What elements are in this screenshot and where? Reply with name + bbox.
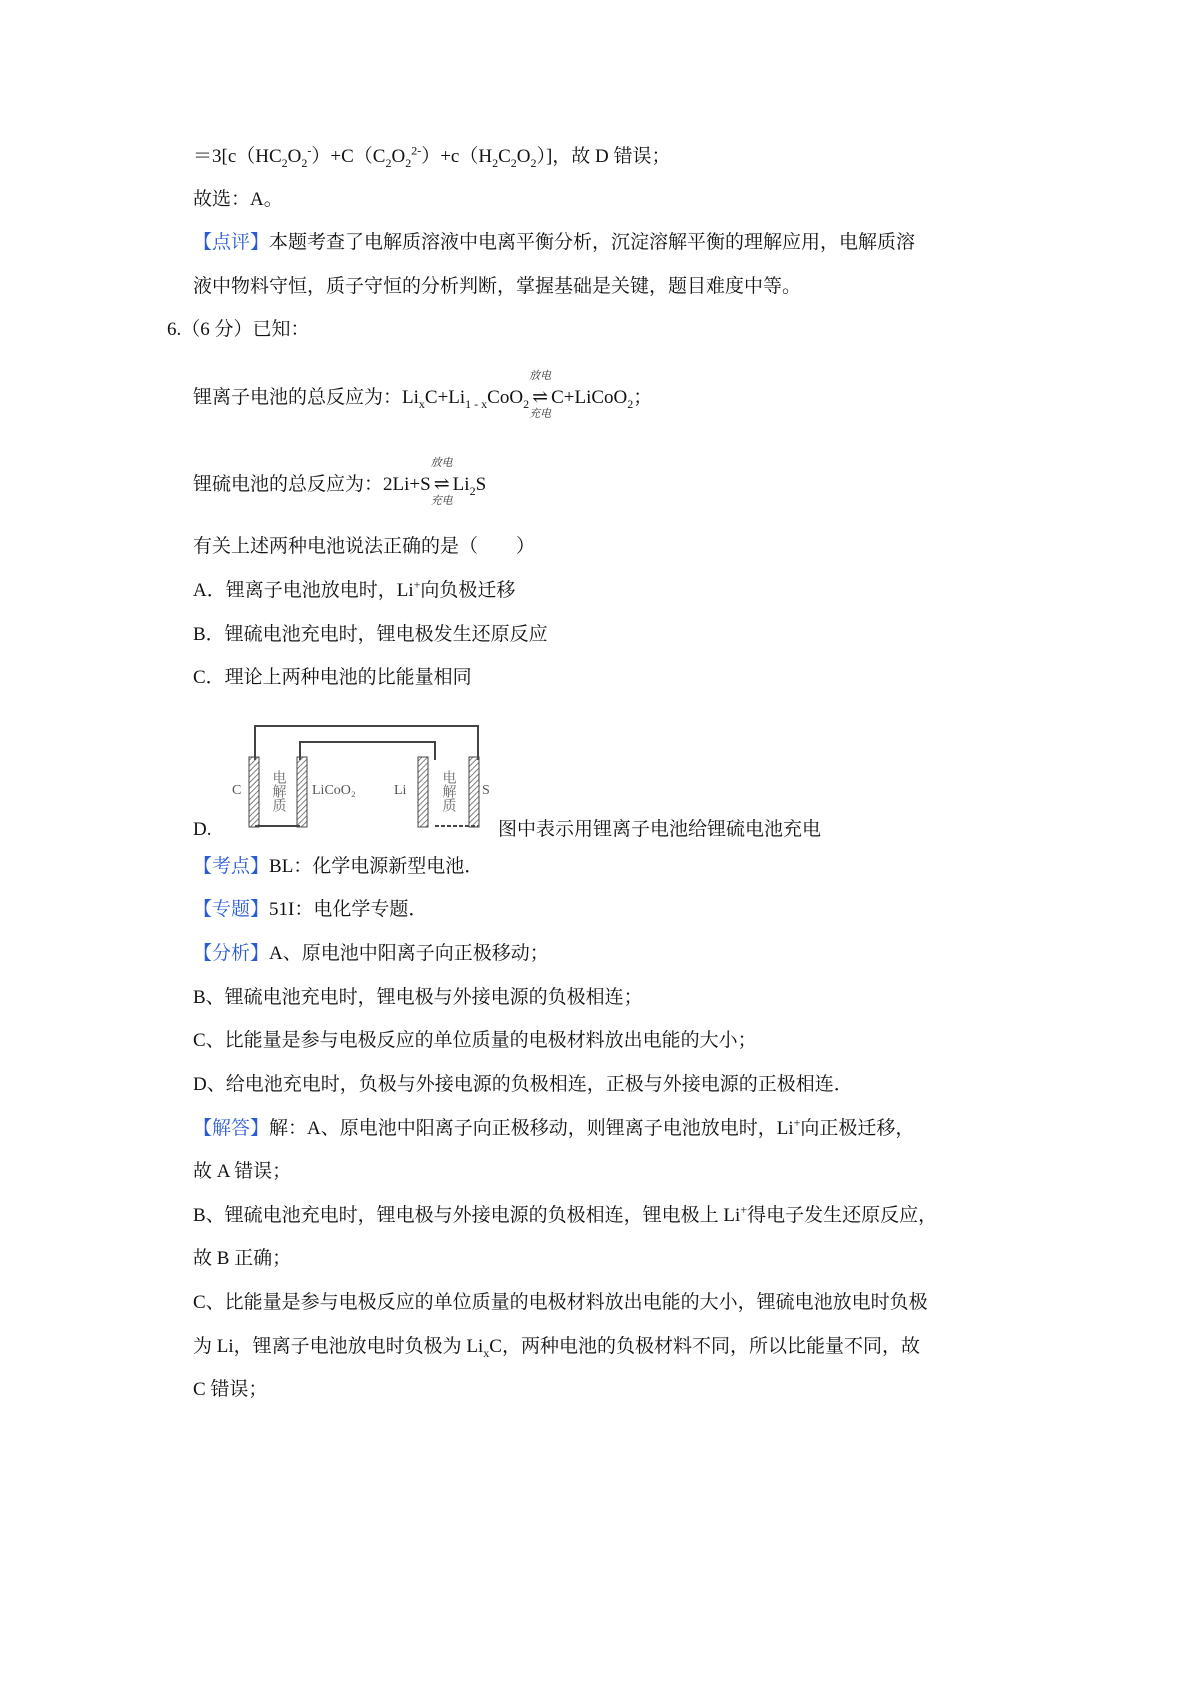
option-b: B．锂硫电池充电时，锂电极发生还原反应 xyxy=(193,624,548,645)
label-s: S xyxy=(482,783,490,798)
label-electrolyte: 电解质 xyxy=(270,770,286,812)
option-a: A．锂离子电池放电时，Li+向负极迁移 xyxy=(193,577,516,601)
text-line: 故 B 正确； xyxy=(193,1248,292,1269)
text-line: 故 A 错误； xyxy=(193,1161,292,1182)
label-c: C xyxy=(232,783,242,798)
text-line: 【考点】BL：化学电源新型电池． xyxy=(193,856,484,877)
text-line: 【专题】51I：电化学专题． xyxy=(193,899,428,920)
battery-diagram xyxy=(222,702,492,837)
text-line: 【解答】解：A、原电池中阳离子向正极移动，则锂离子电池放电时，Li+向正极迁移， xyxy=(193,1115,915,1139)
text-line: 为 Li，锂离子电池放电时负极为 $Li_xC$，两种电池的负极材料不同，所以比能量不同，故 xyxy=(193,1336,920,1360)
section-tag: 【点评】 xyxy=(193,232,270,253)
option-d-label: D. xyxy=(193,819,212,840)
text-line: C、比能量是参与电极反应的单位质量的电极材料放出电能的大小； xyxy=(193,1030,757,1051)
label-licoo2: LiCoO₂ xyxy=(312,783,356,798)
equilibrium-arrow-icon: ⇌ 放电 充电 xyxy=(529,369,552,420)
option-d-text: 图中表示用锂离子电池给锂硫电池充电 xyxy=(498,819,822,840)
text-line: $=3[c(HC_2O_2^-)+C(C_2O_2^{2-})+c(H_2C_2O_2)]$，故 D 错误； xyxy=(193,143,671,170)
equilibrium-arrow-icon: ⇌ 放电 充电 xyxy=(430,456,453,507)
text-line: 液中物料守恒，质子守恒的分析判断，掌握基础是关键，题目难度中等。 xyxy=(193,276,802,297)
question-stem: 有关上述两种电池说法正确的是（ ） xyxy=(193,536,536,557)
label-li: Li xyxy=(394,783,407,798)
text-line: B、锂硫电池充电时，锂电极与外接电源的负极相连； xyxy=(193,987,643,1008)
equation-1: 锂离子电池的总反应为：$Li_xC+Li_{1 - x}CoO_2$ ⇌ 放电 充电 C+LiCoO$_2$； xyxy=(193,369,653,420)
equation-2: 锂硫电池的总反应为：2Li+S ⇌ 放电 充电 $Li_2S$ xyxy=(193,456,487,507)
text-line: B、锂硫电池充电时，锂电极与外接电源的负极相连，锂电极上 Li+得电子发生还原反应， xyxy=(193,1202,938,1226)
text-line: 【分析】A、原电池中阳离子向正极移动； xyxy=(193,943,549,964)
option-c: C．理论上两种电池的比能量相同 xyxy=(193,667,472,688)
text-line: 【点评】本题考查了电解质溶液中电离平衡分析，沉淀溶解平衡的理解应用，电解质溶 xyxy=(193,232,916,253)
text-line: C 错误； xyxy=(193,1379,268,1400)
text-line: C、比能量是参与电极反应的单位质量的电极材料放出电能的大小，锂硫电池放电时负极 xyxy=(193,1292,928,1313)
text-line: D、给电池充电时，负极与外接电源的负极相连，正极与外接电源的正极相连． xyxy=(193,1074,853,1095)
label-electrolyte: 电解质 xyxy=(440,770,456,812)
question-number: 6.（6 分）已知： xyxy=(167,319,310,340)
text-line: 故选：A。 xyxy=(193,189,283,210)
